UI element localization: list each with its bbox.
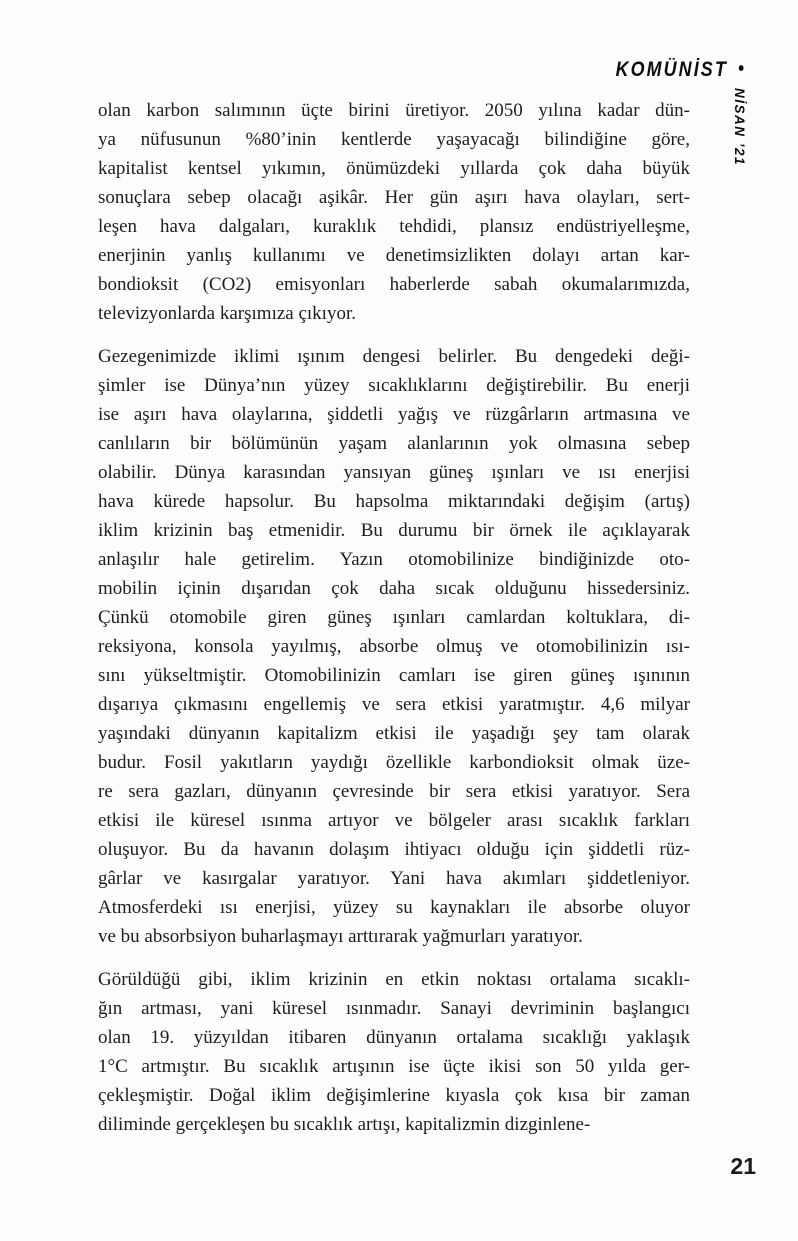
text-line: sını yükseltmiştir. Otomobilinizin camları ise giren güneş ışınının (98, 665, 690, 686)
text-line: anlaşılır hale getirelim. Yazın otomobilinize bindiğinizde oto- (98, 549, 690, 570)
text-line: 1°C artmıştır. Bu sıcaklık artışının ise üçte ikisi son 50 yılda ger- (98, 1056, 690, 1077)
text-line: olan 19. yüzyıldan itibaren dünyanın ortalama sıcaklığı yaklaşık (98, 1027, 690, 1048)
text-line: diliminde gerçekleşen bu sıcaklık artışı, kapitalizmin dizginlene- (98, 1114, 591, 1135)
text-line: ise aşırı hava olaylarına, şiddetli yağış ve rüzgârların artmasına ve (98, 404, 690, 425)
text-line: re sera gazları, dünyanın çevresinde bir sera etkisi yaratıyor. Sera (98, 781, 690, 802)
bullet-icon: • (738, 58, 744, 80)
text-line: Çünkü otomobile giren güneş ışınları camlardan koltuklara, di- (98, 607, 690, 628)
text-line: oluşuyor. Bu da havanın dolaşım ihtiyacı olduğu için şiddetli rüz- (98, 839, 690, 860)
magazine-masthead (616, 58, 744, 82)
text-line: Gezegenimizde iklimi ışınım dengesi belirler. Bu dengedeki deği- (98, 346, 690, 367)
text-line: hava kürede hapsolur. Bu hapsolma miktarındaki değişim (artış) (98, 491, 690, 512)
text-line: sonuçlara sebep olacağı aşikâr. Her gün aşırı hava olayları, sert- (98, 187, 690, 208)
text-line: ya nüfusunun %80’inin kentlerde yaşayacağı bilindiğine göre, (98, 129, 690, 150)
text-line: yaşındaki dünyanın kapitalizm etkisi ile yaşadığı şey tam olarak (98, 723, 690, 744)
issue-date-vertical: NİSAN ’21 (732, 88, 747, 167)
text-line: reksiyona, konsola yayılmış, absorbe olmuş ve otomobilinizin ısı- (98, 636, 690, 657)
text-line: Görüldüğü gibi, iklim krizinin en etkin noktası ortalama sıcaklı- (98, 969, 690, 990)
paragraph (98, 96, 690, 328)
text-line: dışarıya çıkmasını engellemiş ve sera etkisi yaratmıştır. 4,6 milyar (98, 694, 690, 715)
text-line: mobilin içinin dışarıdan çok daha sıcak olduğunu hissedersiniz. (98, 578, 690, 599)
text-line: leşen hava dalgaları, kuraklık tehdidi, plansız endüstriyelleşme, (98, 216, 690, 237)
text-line: olan karbon salımının üçte birini üretiyor. 2050 yılına kadar dün- (98, 100, 690, 121)
text-line: Atmosferdeki ısı enerjisi, yüzey su kaynakları ile absorbe oluyor (98, 897, 690, 918)
text-line: enerjinin yanlış kullanımı ve denetimsizlikten dolayı artan kar- (98, 245, 690, 266)
magazine-title: KOMÜNİST (615, 58, 728, 81)
text-line: iklim krizinin baş etmenidir. Bu durumu bir örnek ile açıklayarak (98, 520, 690, 541)
text-line: şimler ise Dünya’nın yüzey sıcaklıklarını değiştirebilir. Bu enerji (98, 375, 690, 396)
text-line: olabilir. Dünya karasından yansıyan güneş ışınları ve ısı enerjisi (98, 462, 690, 483)
text-line: televizyonlarda karşımıza çıkıyor. (98, 303, 356, 324)
text-line: çekleşmiştir. Doğal iklim değişimlerine kıyasla çok kısa bir zaman (98, 1085, 690, 1106)
text-line: kapitalist kentsel yıkımın, önümüzdeki yıllarda çok daha büyük (98, 158, 690, 179)
text-line: gârlar ve kasırgalar yaratıyor. Yani hava akımları şiddetleniyor. (98, 868, 690, 889)
page-number: 21 (730, 1153, 756, 1179)
text-line: canlıların bir bölümünün yaşam alanlarının yok olmasına sebep (98, 433, 690, 454)
text-line: ğın artması, yani küresel ısınmadır. Sanayi devriminin başlangıcı (98, 998, 690, 1019)
article-body (98, 96, 690, 1153)
paragraph (98, 342, 690, 951)
text-line: bondioksit (CO2) emisyonları haberlerde sabah okumalarımızda, (98, 274, 690, 295)
text-line: ve bu absorbsiyon buharlaşmayı arttırarak yağmurları yaratıyor. (98, 926, 583, 947)
paragraph (98, 965, 690, 1139)
text-line: budur. Fosil yakıtların yaydığı özellikle karbondioksit olmak üze- (98, 752, 690, 773)
text-line: etkisi ile küresel ısınma artıyor ve bölgeler arası sıcaklık farkları (98, 810, 690, 831)
